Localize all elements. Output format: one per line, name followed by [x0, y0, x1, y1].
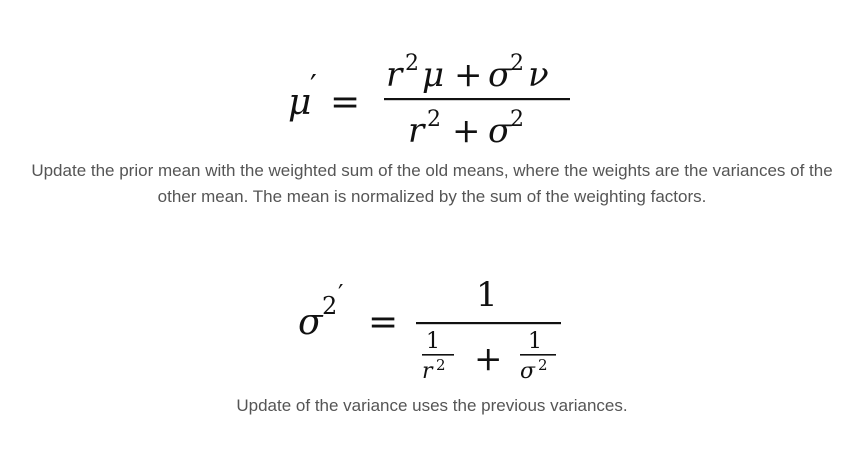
numerator-one: 1: [476, 275, 498, 315]
mean-update-formula: [0, 48, 864, 150]
numerator-sigma-exponent: 2: [510, 51, 524, 76]
right-small-numerator: 1: [528, 329, 542, 354]
mean-update-equation: [0, 48, 864, 150]
left-small-numerator: 1: [426, 329, 440, 354]
lhs-sigma-exponent: 2: [322, 292, 338, 320]
numerator-nu: ν: [528, 55, 549, 95]
lhs-mu: μ: [288, 82, 312, 123]
variance-update-equation: [0, 272, 864, 386]
numerator-r: r: [386, 55, 403, 95]
denominator-plus: +: [474, 339, 503, 379]
mean-caption-line-2: other mean. The mean is normalized by the sum of the weighting factors.: [157, 187, 707, 206]
numerator-r-exponent: 2: [405, 51, 419, 76]
right-small-denominator-exponent: 2: [538, 356, 548, 374]
numerator-mu: μ: [422, 55, 445, 95]
denominator-sigma-exponent: 2: [510, 107, 524, 132]
lhs-prime: ′: [338, 280, 344, 308]
lhs-prime: ′: [310, 69, 317, 104]
denominator-plus: +: [452, 111, 481, 150]
denominator-r-exponent: 2: [427, 107, 441, 132]
equals-sign: =: [330, 82, 361, 123]
variance-update-formula: [0, 272, 864, 386]
left-small-denominator-exponent: 2: [436, 356, 446, 374]
denominator-r: r: [408, 111, 425, 150]
equals-sign: =: [368, 302, 399, 343]
fraction-bar: [384, 98, 570, 100]
variance-update-caption: Update of the variance uses the previous variances.: [236, 396, 628, 415]
lhs-sigma: σ: [298, 302, 323, 343]
mean-caption-line-1: Update the prior mean with the weighted sum of the old means, where the weights are the variances of the: [31, 161, 833, 180]
left-small-denominator-r: r: [422, 359, 433, 384]
numerator-plus: +: [454, 55, 483, 95]
denominator-sigma: σ: [488, 111, 512, 150]
main-fraction-bar: [416, 322, 561, 324]
numerator-sigma: σ: [488, 55, 512, 95]
right-small-denominator-sigma: σ: [520, 359, 536, 384]
mean-update-caption: [0, 158, 864, 210]
